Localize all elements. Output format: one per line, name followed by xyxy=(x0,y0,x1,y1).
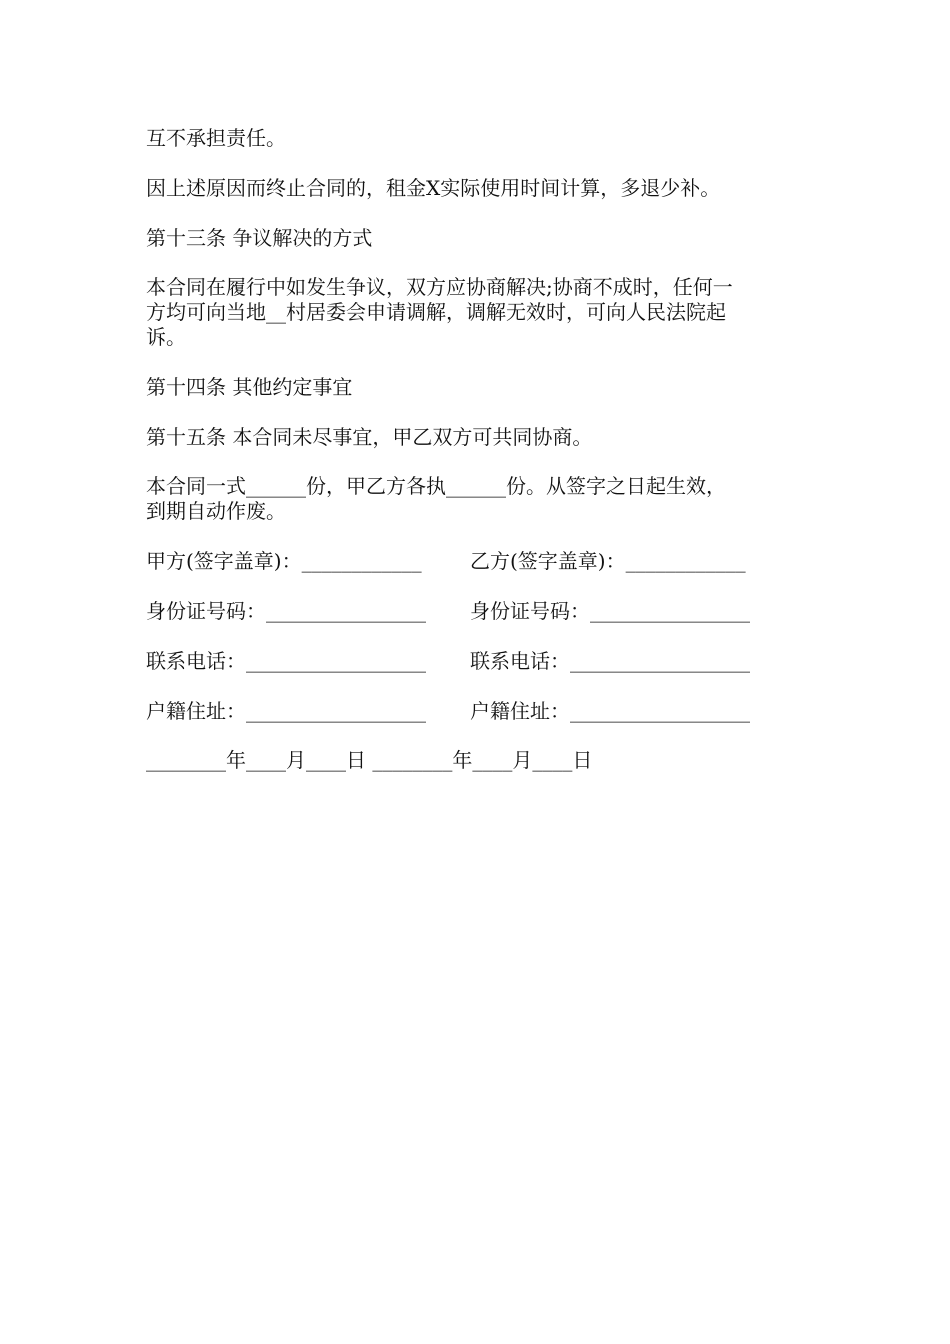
party-b-phone-field: 联系电话：__________________ xyxy=(470,649,750,673)
paragraph-rent-settlement: 因上述原因而终止合同的，租金X实际使用时间计算，多退少补。 xyxy=(146,176,721,200)
party-b-signature-field: 乙方(签字盖章)：____________ xyxy=(470,549,746,573)
heading-article-14: 第十四条 其他约定事宜 xyxy=(146,375,353,399)
party-b-id-field: 身份证号码：________________ xyxy=(470,599,750,623)
paragraph-copies-line-1: 本合同一式______份，甲乙方各执______份。从签字之日起生效， xyxy=(146,474,726,498)
party-b-address-field: 户籍住址：__________________ xyxy=(470,699,750,723)
heading-article-15: 第十五条 本合同未尽事宜，甲乙双方可共同协商。 xyxy=(146,425,593,449)
party-a-id-field: 身份证号码：________________ xyxy=(146,599,426,623)
paragraph-dispute-line-2: 方均可向当地__村居委会申请调解，调解无效时，可向人民法院起 xyxy=(146,300,726,324)
party-a-phone-field: 联系电话：__________________ xyxy=(146,649,426,673)
party-a-address-field: 户籍住址：__________________ xyxy=(146,699,426,723)
paragraph-copies-line-2: 到期自动作废。 xyxy=(146,499,286,523)
paragraph-dispute-line-1: 本合同在履行中如发生争议，双方应协商解决;协商不成时，任何一 xyxy=(146,275,733,299)
paragraph-dispute-line-3: 诉。 xyxy=(146,325,186,349)
heading-article-13: 第十三条 争议解决的方式 xyxy=(146,226,373,250)
date-fields: ________年____月____日 ________年____月____日 xyxy=(146,748,593,772)
party-a-signature-field: 甲方(签字盖章)：____________ xyxy=(146,549,422,573)
paragraph-liability: 互不承担责任。 xyxy=(146,126,286,150)
